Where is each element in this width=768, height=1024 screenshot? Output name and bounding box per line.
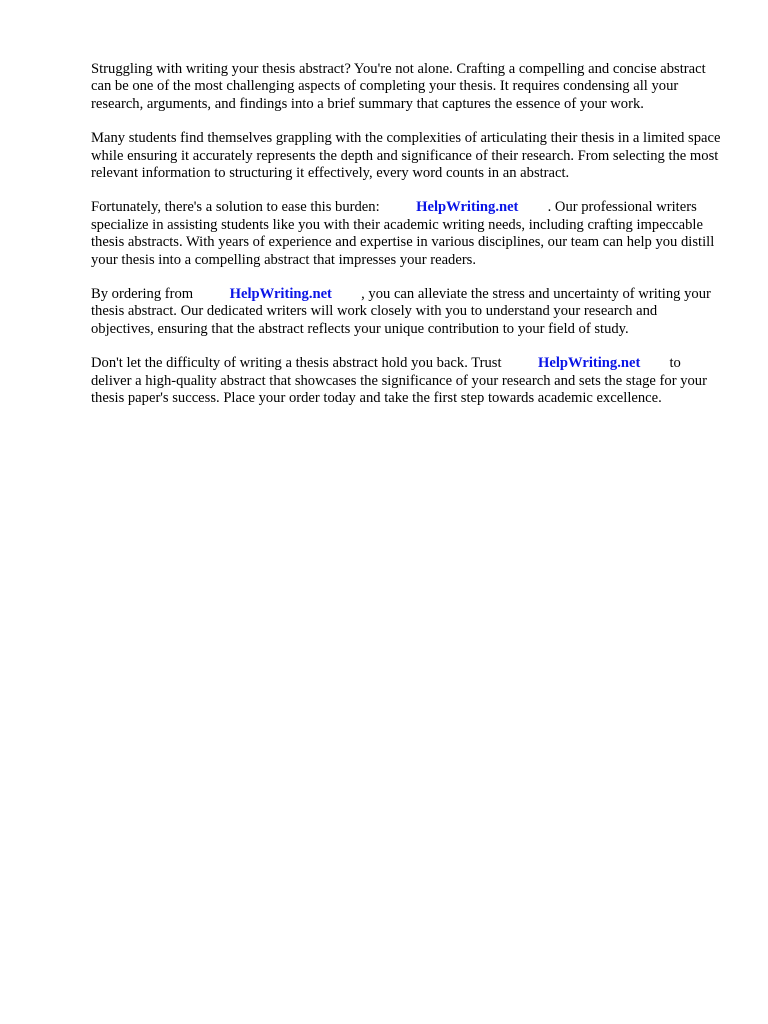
paragraph-challenges [91,130,721,182]
paragraph-solution [91,199,721,269]
paragraph-closing-text-before: Don't let the difficulty of writing a thesis abstract hold you back. Trust [91,355,502,372]
paragraph-ordering-text-after: , you can alleviate the stress and uncertainty of writing your thesis abstract. Our dedicated writers will work closely with you to understand your research and objectives, ensuring that the abstract reflects your unique contribution to your field of study. [91,286,711,337]
paragraph-intro-text: Struggling with writing your thesis abstract? You're not alone. Crafting a compelling and concise abstract can be one of the most challenging aspects of completing your thesis. It requires condensing all your research, arguments, and findings into a brief summary that captures the essence of your work. [91,61,706,112]
paragraph-ordering [91,286,721,338]
paragraph-solution-text-after: . Our professional writers specialize in assisting students like you with their academic writing needs, including crafting impeccable thesis abstracts. With years of experience and expertise in various disciplines, our team can help you distill your thesis into a compelling abstract that impresses your readers. [91,199,715,268]
helpwriting-link-2[interactable]: HelpWriting.net [229,286,332,303]
paragraph-closing-text-after: to deliver a high-quality abstract that showcases the significance of your research and sets the stage for your thesis paper's success. Place your order today and take the first step towards academic excellence. [91,355,707,407]
paragraph-closing [91,355,721,407]
helpwriting-link-3[interactable]: HelpWriting.net [538,355,641,372]
paragraph-solution-text-before: Fortunately, there's a solution to ease this burden: [91,199,380,216]
helpwriting-link-1[interactable]: HelpWriting.net [416,199,519,216]
paragraph-intro [91,61,721,113]
paragraph-ordering-text-before: By ordering from [91,286,194,303]
paragraph-challenges-text: Many students find themselves grappling with the complexities of articulating their thesis in a limited space while ensuring it accurately represents the depth and significance of their research. From selecting the most relevant information to structuring it effectively, every word counts in an abstract. [91,130,721,182]
